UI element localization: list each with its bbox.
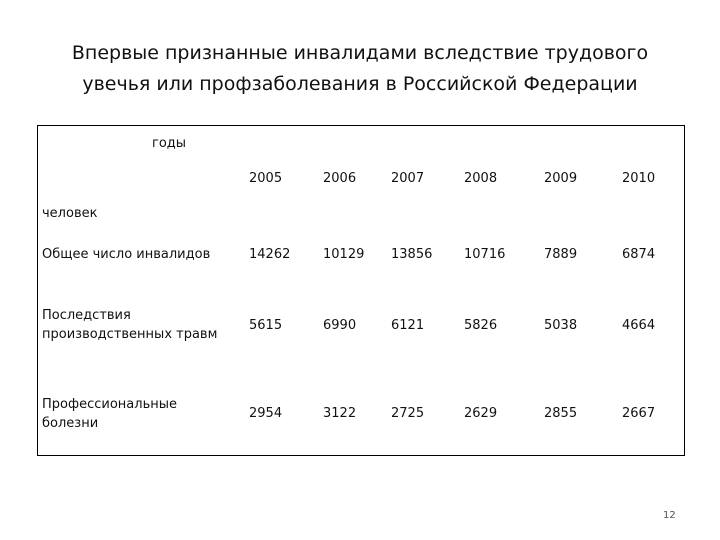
header-years-label: годы (152, 136, 187, 151)
table-cell: 7889 (544, 247, 578, 262)
table-cell: 14262 (249, 247, 291, 262)
table-cell: 2667 (622, 406, 656, 421)
year-header: 2006 (323, 171, 357, 186)
slide-title (40, 38, 680, 100)
row-label: Последствия (42, 308, 131, 323)
table-cell: 10716 (464, 247, 506, 262)
header-unit-label: человек (42, 206, 98, 221)
row-label: производственных травм (42, 327, 218, 342)
table-cell: 2725 (391, 406, 425, 421)
table-cell: 2855 (544, 406, 578, 421)
data-table (37, 125, 685, 456)
row-label: Профессиональные (42, 397, 177, 412)
year-header: 2009 (544, 171, 578, 186)
row-label: болезни (42, 416, 99, 431)
page-number: 12 (663, 510, 676, 521)
title-line-1: Впервые признанные инвалидами вследствие трудового (71, 42, 649, 64)
year-header: 2007 (391, 171, 425, 186)
title-line-2: увечья или профзаболевания в Российской Федерации (82, 73, 638, 95)
year-header: 2010 (622, 171, 656, 186)
year-header: 2008 (464, 171, 498, 186)
table-cell: 4664 (622, 318, 656, 333)
table-cell: 13856 (391, 247, 433, 262)
row-label: Общее число инвалидов (42, 247, 211, 262)
table-cell: 5038 (544, 318, 578, 333)
table-cell: 6990 (323, 318, 357, 333)
table-cell: 5826 (464, 318, 498, 333)
table-cell: 6874 (622, 247, 656, 262)
table-cell: 2954 (249, 406, 283, 421)
table-cell: 3122 (323, 406, 357, 421)
table-cell: 10129 (323, 247, 365, 262)
table-cell: 6121 (391, 318, 425, 333)
year-header: 2005 (249, 171, 283, 186)
table-cell: 2629 (464, 406, 498, 421)
table-cell: 5615 (249, 318, 283, 333)
